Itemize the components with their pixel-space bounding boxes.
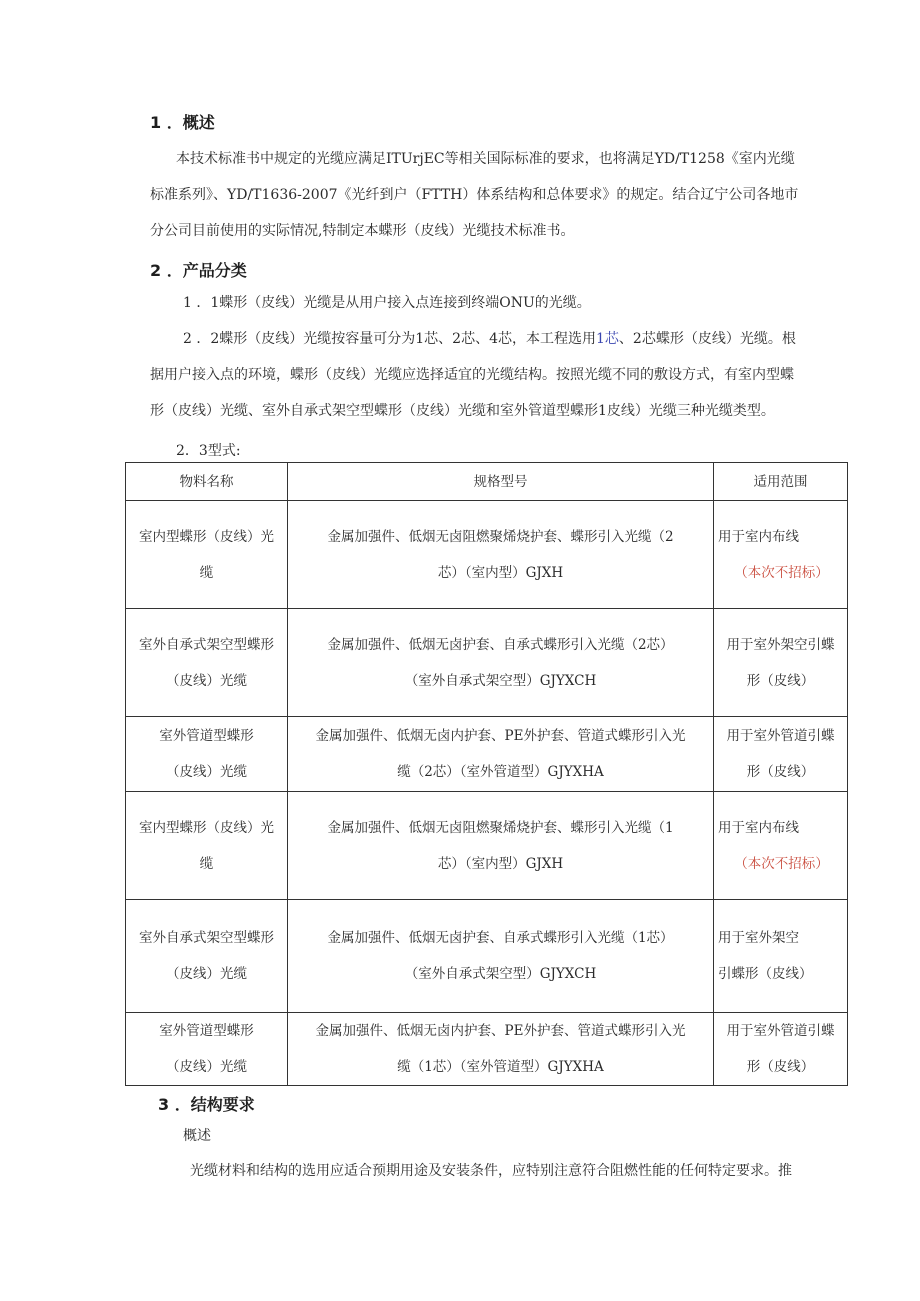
table-header-row	[126, 463, 848, 501]
section-1-line-1: 本技术标准书中规定的光缆应满足ITUrjEC等相关国际标准的要求，也将满足YD/T1258《室内光缆	[176, 151, 795, 167]
section-1-line-3: 分公司目前使用的实际情况,特制定本蝶形（皮线）光缆技术标准书。	[150, 223, 575, 239]
header-material-name: 物料名称	[126, 463, 288, 501]
section-1-line-2: 标准系列》、YD/T1636-2007《光纤到户（FTTH）体系结构和总体要求》的规定。结合辽宁公司各地市	[150, 187, 799, 203]
header-scope: 适用范围	[714, 463, 848, 501]
paragraph-2-1: 1 ．1蝶形（皮线）光缆是从用户接入点连接到终端ONU的光缆。	[183, 295, 591, 311]
cell-scope: 用于室外管道引蝶 形（皮线）	[714, 717, 848, 792]
section-1-title: 1 ．概述	[150, 113, 215, 132]
cell-name: 室外自承式架空型蝶形 （皮线）光缆	[126, 609, 288, 717]
cell-spec: 金属加强件、低烟无卤内护套、PE外护套、管道式蝶形引入光 缆（2芯）（室外管道型）GJYXHA	[288, 717, 714, 792]
paragraph-2-2-text-b: 、2芯蝶形（皮线）光缆。根	[618, 331, 796, 347]
table-row	[126, 900, 848, 1013]
cell-scope: 用于室内布线 （本次不招标）	[714, 501, 848, 609]
paragraph-2-2-text-a: 2 ．2蝶形（皮线）光缆按容量可分为1芯、2芯、4芯，本工程选用	[183, 331, 596, 347]
cell-scope: 用于室外架空引蝶 形（皮线）	[714, 609, 848, 717]
section-3-subtitle: 概述	[183, 1128, 211, 1144]
cell-name: 室外管道型蝶形 （皮线）光缆	[126, 717, 288, 792]
not-tendered-note: （本次不招标）	[734, 855, 829, 872]
cell-scope: 用于室外管道引蝶 形（皮线）	[714, 1013, 848, 1086]
header-spec-model: 规格型号	[288, 463, 714, 501]
table-row	[126, 717, 848, 792]
cell-spec: 金属加强件、低烟无卤内护套、PE外护套、管道式蝶形引入光 缆（1芯）（室外管道型）GJYXHA	[288, 1013, 714, 1086]
section-3-line-1: 光缆材料和结构的选用应适合预期用途及安装条件，应特别注意符合阻燃性能的任何特定要求。推	[190, 1163, 792, 1179]
paragraph-2-3: 2．3型式:	[176, 443, 241, 459]
cell-name: 室内型蝶形（皮线）光 缆	[126, 501, 288, 609]
cell-name: 室内型蝶形（皮线）光 缆	[126, 792, 288, 900]
cell-name: 室外自承式架空型蝶形 （皮线）光缆	[126, 900, 288, 1013]
paragraph-2-2-highlight: 1芯	[596, 331, 619, 347]
table-row	[126, 792, 848, 900]
cell-name: 室外管道型蝶形 （皮线）光缆	[126, 1013, 288, 1086]
cell-scope: 用于室外架空 引蝶形（皮线）	[714, 900, 848, 1013]
paragraph-2-2-line-1	[183, 322, 796, 356]
cell-spec: 金属加强件、低烟无卤阻燃聚烯烧护套、蝶形引入光缆（2 芯）（室内型）GJXH	[288, 501, 714, 609]
cell-spec: 金属加强件、低烟无卤护套、自承式蝶形引入光缆（1芯） （室外自承式架空型）GJYXCH	[288, 900, 714, 1013]
cell-spec: 金属加强件、低烟无卤护套、自承式蝶形引入光缆（2芯） （室外自承式架空型）GJYXCH	[288, 609, 714, 717]
spec-table	[125, 462, 848, 1086]
table-row	[126, 501, 848, 609]
section-3-title: 3 ．结构要求	[158, 1095, 255, 1114]
paragraph-2-2-line-3: 形（皮线）光缆、室外自承式架空型蝶形（皮线）光缆和室外管道型蝶形1皮线）光缆三种光缆类型。	[150, 403, 775, 419]
section-2-title: 2 ．产品分类	[150, 261, 247, 280]
cell-scope: 用于室内布线 （本次不招标）	[714, 792, 848, 900]
paragraph-2-2-line-2: 据用户接入点的环境，蝶形（皮线）光缆应选择适宜的光缆结构。按照光缆不同的敷设方式，有室内型蝶	[150, 367, 794, 383]
cell-spec: 金属加强件、低烟无卤阻燃聚烯烧护套、蝶形引入光缆（1 芯）（室内型）GJXH	[288, 792, 714, 900]
table-row	[126, 609, 848, 717]
not-tendered-note: （本次不招标）	[734, 564, 829, 581]
table-row	[126, 1013, 848, 1086]
